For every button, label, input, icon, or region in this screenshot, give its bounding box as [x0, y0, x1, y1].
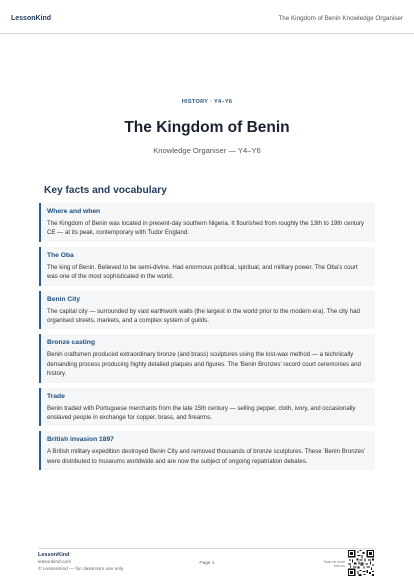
qr-code-icon [348, 550, 374, 576]
fact-card-list [39, 203, 375, 475]
fact-card-body: A British military expedition destroyed Benin City and removed thousands of bronze sculptures. These 'Benin Bronzes' were distributed to museums worldwide and are now the subject of ongoing repatriation debates. [47, 448, 366, 465]
fact-card-body: The Kingdom of Benin was located in present-day southern Nigeria. It flourished from roughly the 13th to 19th century CE — at its peak, contemporary with Tudor England. [47, 220, 365, 237]
fact-card [39, 388, 375, 427]
fact-card [39, 291, 375, 330]
page-number: Page 1 [199, 561, 215, 566]
fact-card-body: Benin craftsmen produced extraordinary bronze (and brass) sculptures using the lost-wax method — a technically demanding process producing highly detailed plaques and figures. The 'Benin Bronzes' record court ceremonies and history. [47, 351, 361, 378]
header-document-title: The Kingdom of Benin Knowledge Organiser [278, 15, 403, 22]
section-heading: Key facts and vocabulary [44, 185, 167, 196]
fact-card [39, 203, 375, 242]
fact-card [39, 247, 375, 286]
fact-card [39, 334, 375, 382]
fact-card [39, 431, 375, 470]
page-subtitle: Knowledge Organiser — Y4–Y6 [153, 146, 261, 155]
fact-card-title: Where and when [47, 208, 101, 215]
fact-card-body: The king of Benin. Believed to be semi-divine. Had enormous political, spiritual, and military power. The Oba's court was one of the most sophisticated in the world. [47, 263, 358, 281]
fact-card-title: Benin City [47, 295, 81, 303]
fact-card-title: British invasion 1897 [47, 436, 114, 444]
page-title: The Kingdom of Benin [124, 119, 290, 136]
footer-divider [38, 548, 376, 549]
header-brand: LessonKind [11, 15, 52, 22]
subject-kicker: HISTORY · Y4–Y6 [181, 99, 233, 105]
footer-site-link[interactable]: lessonkind.com [38, 560, 72, 565]
fact-card-body: Benin traded with Portuguese merchants from the late 15th century — selling pepper, cloth, ivory, and occasionally enslaved people in exchange for copper, brass, and firearms. [47, 404, 356, 422]
qr-caption: Scan for more from us [323, 560, 345, 569]
footer-copyright: © LessonKind — for classroom use only [38, 567, 124, 572]
page-header [0, 0, 414, 34]
fact-card-title: Trade [47, 392, 65, 400]
footer-brand: LessonKind [38, 552, 70, 558]
fact-card-title: Bronze casting [47, 339, 95, 347]
fact-card-body: The capital city — surrounded by vast earthwork walls (the largest in the world prior to the modern era). The city had organised streets, markets, and a complex system of guilds. [47, 307, 360, 325]
fact-card-title: The Oba [47, 251, 74, 259]
